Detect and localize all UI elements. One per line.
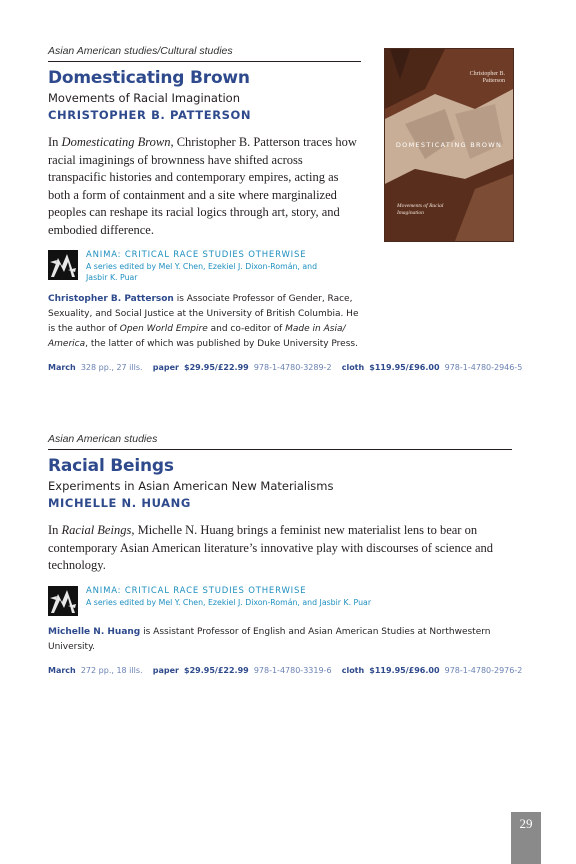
book-title: Domesticating Brown (48, 68, 250, 88)
anima-series-logo-icon (48, 586, 78, 616)
author-bio: Christopher B. Patterson is Associate Professor of Gender, Race, Sexuality, and Social Justice at the University of British Columbia. He is the author of Open World Empire and co-editor of Made in Asia/ America, the latter of which was published by Duke University Press. (48, 294, 359, 349)
paper-isbn: 978-1-4780-3319-6 (253, 665, 332, 675)
book-title: Racial Beings (48, 456, 174, 476)
cloth-price: $119.95/£96.00 (369, 665, 440, 675)
publication-info (48, 362, 523, 374)
pub-pages: 272 pp., 18 ills. (80, 665, 143, 675)
series-text (86, 250, 321, 283)
cloth-label: cloth (341, 363, 365, 372)
book-subtitle: Experiments in Asian American New Materialisms (48, 479, 334, 493)
cloth-isbn: 978-1-4780-2946-5 (444, 363, 523, 372)
paper-label: paper (152, 363, 179, 372)
pub-month: March (48, 665, 76, 675)
paper-label: paper (152, 665, 179, 675)
cloth-price: $119.95/£96.00 (369, 363, 440, 372)
cover-subtitle: Movements of Racial Imagination (397, 203, 444, 216)
book-entry-racial-beings (48, 433, 523, 677)
series-name: ANIMA: CRITICAL RACE STUDIES OTHERWISE (86, 250, 307, 260)
paper-isbn: 978-1-4780-3289-2 (253, 363, 332, 372)
book-subtitle: Movements of Racial Imagination (48, 91, 241, 105)
series-text (86, 586, 486, 608)
author-bio: Michelle N. Huang is Assistant Professor of English and Asian American Studies at Northwestern University. (48, 626, 491, 652)
page-number: 29 (519, 816, 533, 831)
cloth-isbn: 978-1-4780-2976-2 (444, 665, 523, 675)
book-author: CHRISTOPHER B. PATTERSON (48, 108, 252, 122)
category-label: Asian American studies (48, 433, 158, 445)
book-entry-domesticating-brown (48, 45, 523, 374)
pub-pages: 328 pp., 27 ills. (80, 363, 143, 372)
paper-price: $29.95/£22.99 (184, 665, 249, 675)
book-description: In Racial Beings, Michelle N. Huang brings a feminist new materialist lens to bear on contemporary Asian American literature’s innovative play with discourses of science and technology. (48, 523, 494, 572)
book-cover-image (384, 48, 514, 242)
page-number-tab (511, 812, 541, 864)
publication-info (48, 665, 523, 677)
book-description: In Domesticating Brown, Christopher B. Patterson traces how racial imaginings of brownness have shifted across transpacific histories and contemporary empires, acting as both a form of containment and a site where marginalized peoples can reshape its racial logics through art, story, and embodied difference. (48, 135, 357, 237)
divider (48, 449, 512, 450)
series-block (48, 586, 512, 616)
anima-series-logo-icon (48, 250, 78, 280)
paper-price: $29.95/£22.99 (184, 363, 249, 372)
pub-month: March (48, 363, 76, 372)
category-label: Asian American studies/Cultural studies (48, 45, 233, 57)
cover-author: Christopher B. Patterson (469, 71, 505, 84)
series-name: ANIMA: CRITICAL RACE STUDIES OTHERWISE (86, 585, 307, 596)
series-block (48, 250, 361, 283)
series-editors: A series edited by Mel Y. Chen, Ezekiel J. Dixon-Román, and Jasbir K. Puar (86, 262, 318, 282)
book-author: MICHELLE N. HUANG (48, 496, 191, 510)
cover-title: DOMESTICATING BROWN (395, 141, 503, 149)
series-editors: A series edited by Mel Y. Chen, Ezekiel J. Dixon-Román, and Jasbir K. Puar (86, 597, 372, 607)
divider (48, 61, 361, 62)
cloth-label: cloth (341, 665, 365, 675)
